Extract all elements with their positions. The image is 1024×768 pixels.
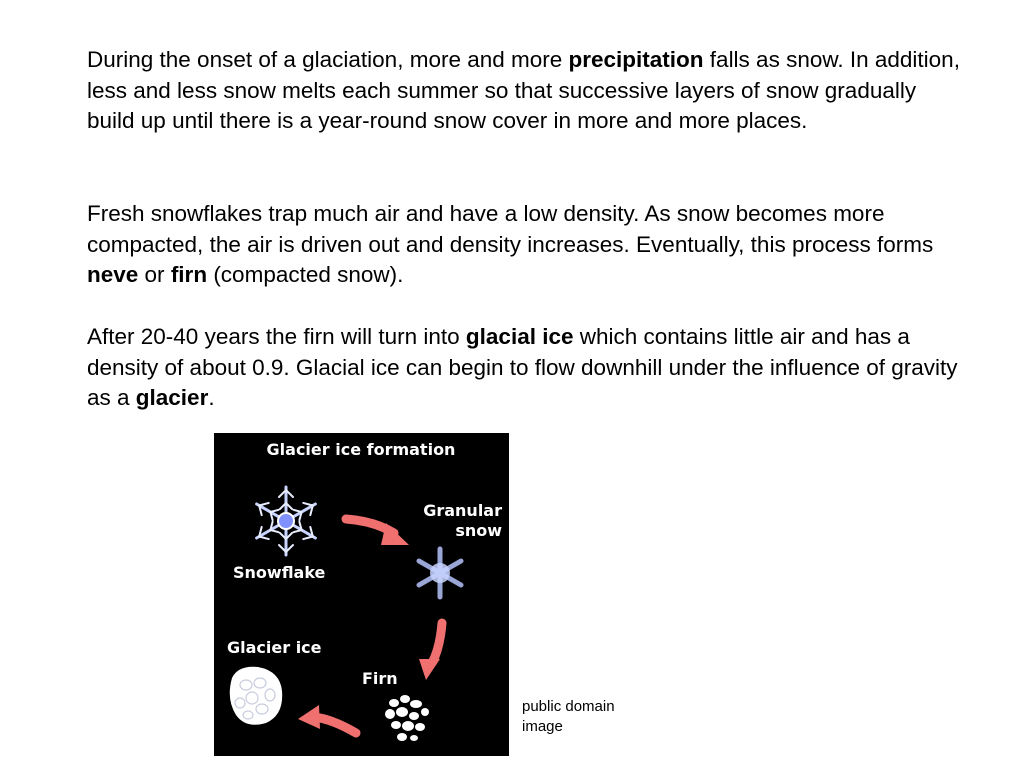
text: During the onset of a glaciation, more and more <box>87 47 569 72</box>
text: falls as snow. In addition, less and less snow melts each summer so that successive layers of snow gradually build up until there is a year-round snow cover in more and more places. <box>87 47 960 134</box>
label-firn: Firn <box>362 669 398 688</box>
text: After 20-40 years the firn will turn into <box>87 324 466 349</box>
term-firn: firn <box>170 262 208 288</box>
paragraph-glacial-ice <box>87 322 967 414</box>
label-granular-line2: snow <box>455 521 502 540</box>
text: or <box>138 262 171 288</box>
text: (compacted snow). <box>207 262 404 288</box>
glacier-ice-icon <box>230 667 282 725</box>
credit-line1: public domain <box>522 698 615 715</box>
term-glacier: glacier <box>135 385 209 411</box>
diagram-title: Glacier ice formation <box>266 440 456 459</box>
text: . <box>208 385 215 411</box>
label-granular-line1: Granular <box>423 501 502 520</box>
glacier-ice-formation-diagram <box>214 433 509 756</box>
paragraph-snow-accumulation <box>87 45 967 137</box>
image-credit <box>522 697 662 737</box>
term-neve: neve <box>87 262 139 288</box>
paragraph-firn-formation <box>87 199 967 291</box>
diagram-canvas <box>214 433 509 756</box>
credit-line2: image <box>522 718 563 735</box>
label-glacier-ice: Glacier ice <box>227 638 322 657</box>
term-precipitation: precipitation <box>568 47 704 72</box>
label-snowflake: Snowflake <box>233 563 326 582</box>
term-glacial-ice: glacial ice <box>465 324 574 349</box>
text: which contains little air and has a density of about 0.9. Glacial ice can begin to flow downhill under the influence of gravity as a <box>87 324 958 411</box>
text: Fresh snowflakes trap much air and have a low density. As snow becomes more compacted, the air is driven out and density increases. Eventually, this process forms <box>87 201 934 257</box>
